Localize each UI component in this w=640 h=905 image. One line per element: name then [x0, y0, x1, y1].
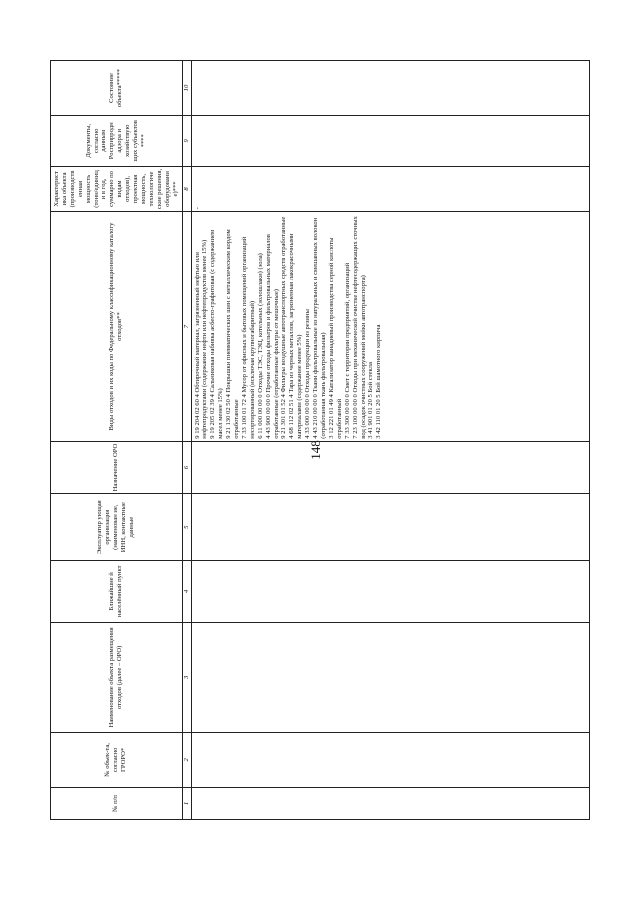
waste-entry: 3 42 110 01 20 5 Бой шамотного кирпича	[375, 324, 383, 439]
cell-waste-types	[191, 212, 590, 441]
cell-nearest-settlement	[191, 560, 590, 622]
column-number: 5	[182, 494, 191, 560]
waste-entry: 9 21 130 02 50 4 Покрышки пневматических шин с металлическим кордом отработанные	[225, 229, 241, 439]
waste-entry: 9 19 205 02 39 4 Сальниковая набивка асбесто-графитовая (с содержанием масел менее 15%)	[209, 229, 225, 439]
column-number: 1	[182, 787, 191, 819]
header-documents: Документы, согласно данным Росприрродн адзора и хозяйствую щих субъектов ****	[51, 116, 183, 166]
rotated-table-stage	[50, 60, 590, 820]
waste-entry: 3 41 901 01 20 5 Бой стекла	[367, 362, 375, 439]
waste-entry: 4 43 900 00 00 0 Прочие отходы фильтров и фильтровальных материалов отработанные (отработанные фильтры от мешочные)	[264, 234, 280, 439]
table-header-row	[51, 61, 183, 820]
cell-oro-name	[191, 622, 590, 732]
waste-entry: 3 12 221 01 49 4 Катализатор ванадиевый производства серной кислоты отработанный	[327, 237, 343, 439]
waste-entry: 4 33 000 00 00 0 Отходы продукции из резины	[304, 309, 312, 439]
cell-index	[191, 787, 590, 819]
waste-entry: 7 23 100 00 00 0 Отходы при механической очистке нефтесодержащих сточных вод (осадок очистных сооружений мойки автотранспорта)	[351, 216, 367, 439]
column-number: 3	[182, 622, 191, 732]
column-number: 7	[182, 212, 191, 441]
column-number: 2	[182, 732, 191, 787]
column-number: 9	[182, 116, 191, 166]
header-index: № п/п	[51, 787, 183, 819]
waste-entry: 4 43 210 00 00 0 Ткани фильтровальные из натуральных и смешанных волокон (отработанная ткань фильтровальная)	[312, 217, 327, 439]
waste-entry: 7 33 300 00 00 0 Смет с территории предприятий, организаций	[343, 262, 351, 439]
column-number-row	[182, 61, 191, 820]
cell-object-characteristics	[191, 166, 590, 212]
waste-entry: 6 11 000 00 00 0 Отходы ТЭС, ТЭЦ, котельных (золошлаки) (зола)	[256, 253, 264, 439]
column-number: 4	[182, 560, 191, 622]
cell-oro-purpose	[191, 441, 590, 494]
waste-entry: 9 21 301 01 52 4 Фильтры воздушные автотранспортных средств отработанные	[280, 216, 288, 439]
cell-object-state	[191, 61, 590, 116]
column-number: 8	[182, 166, 191, 212]
cell-operator	[191, 494, 590, 560]
table-row	[191, 61, 590, 820]
waste-facilities-table	[50, 60, 590, 820]
dash-mark: -	[193, 207, 201, 210]
waste-entry: 9 19 204 02 60 4 Обтирочный материал, загрязненный нефтью или нефтепродуктами (содержание нефти или нефтепродуктов менее 15%)	[193, 239, 209, 439]
waste-entry: 7 33 100 01 72 4 Мусор от офисных и бытовых помещений организаций несортированный (исключая крупногабаритный)	[240, 236, 256, 439]
page-number: 148	[308, 440, 323, 460]
column-number: 6	[182, 441, 191, 494]
cell-documents	[191, 116, 590, 166]
header-object-state: Состояние объекта*****	[51, 61, 183, 116]
header-waste-types: Виды отходов и их коды по Федеральному классификационному каталогу отходов**	[51, 212, 183, 441]
header-object-characteristics: Характерист ика объекта (производств енная мощность (тонн/единиц и в год, суммарно по видам отходов), проектная мощность, технологиче ские решения, оборудовани е)***	[51, 166, 183, 212]
header-oro-name: Наименование объекта размещения отходов (далее – ОРО)	[51, 622, 183, 732]
header-nearest-settlement: Ближайшие й населённый пункт	[51, 560, 183, 622]
header-grorp-number: № объек-та, согласно ГРОРО*	[51, 732, 183, 787]
header-operator: Эксплуатир ующая организация (наименован ие, ИНН, контактные данные	[51, 494, 183, 560]
cell-grorp-number	[191, 732, 590, 787]
column-number: 10	[182, 61, 191, 116]
header-oro-purpose: Назначение ОРО	[51, 441, 183, 494]
waste-entry: 4 68 112 02 51 4 Тара из черных металлов, загрязненная лакокрасочными материалами (содержание менее 5%)	[288, 233, 304, 439]
